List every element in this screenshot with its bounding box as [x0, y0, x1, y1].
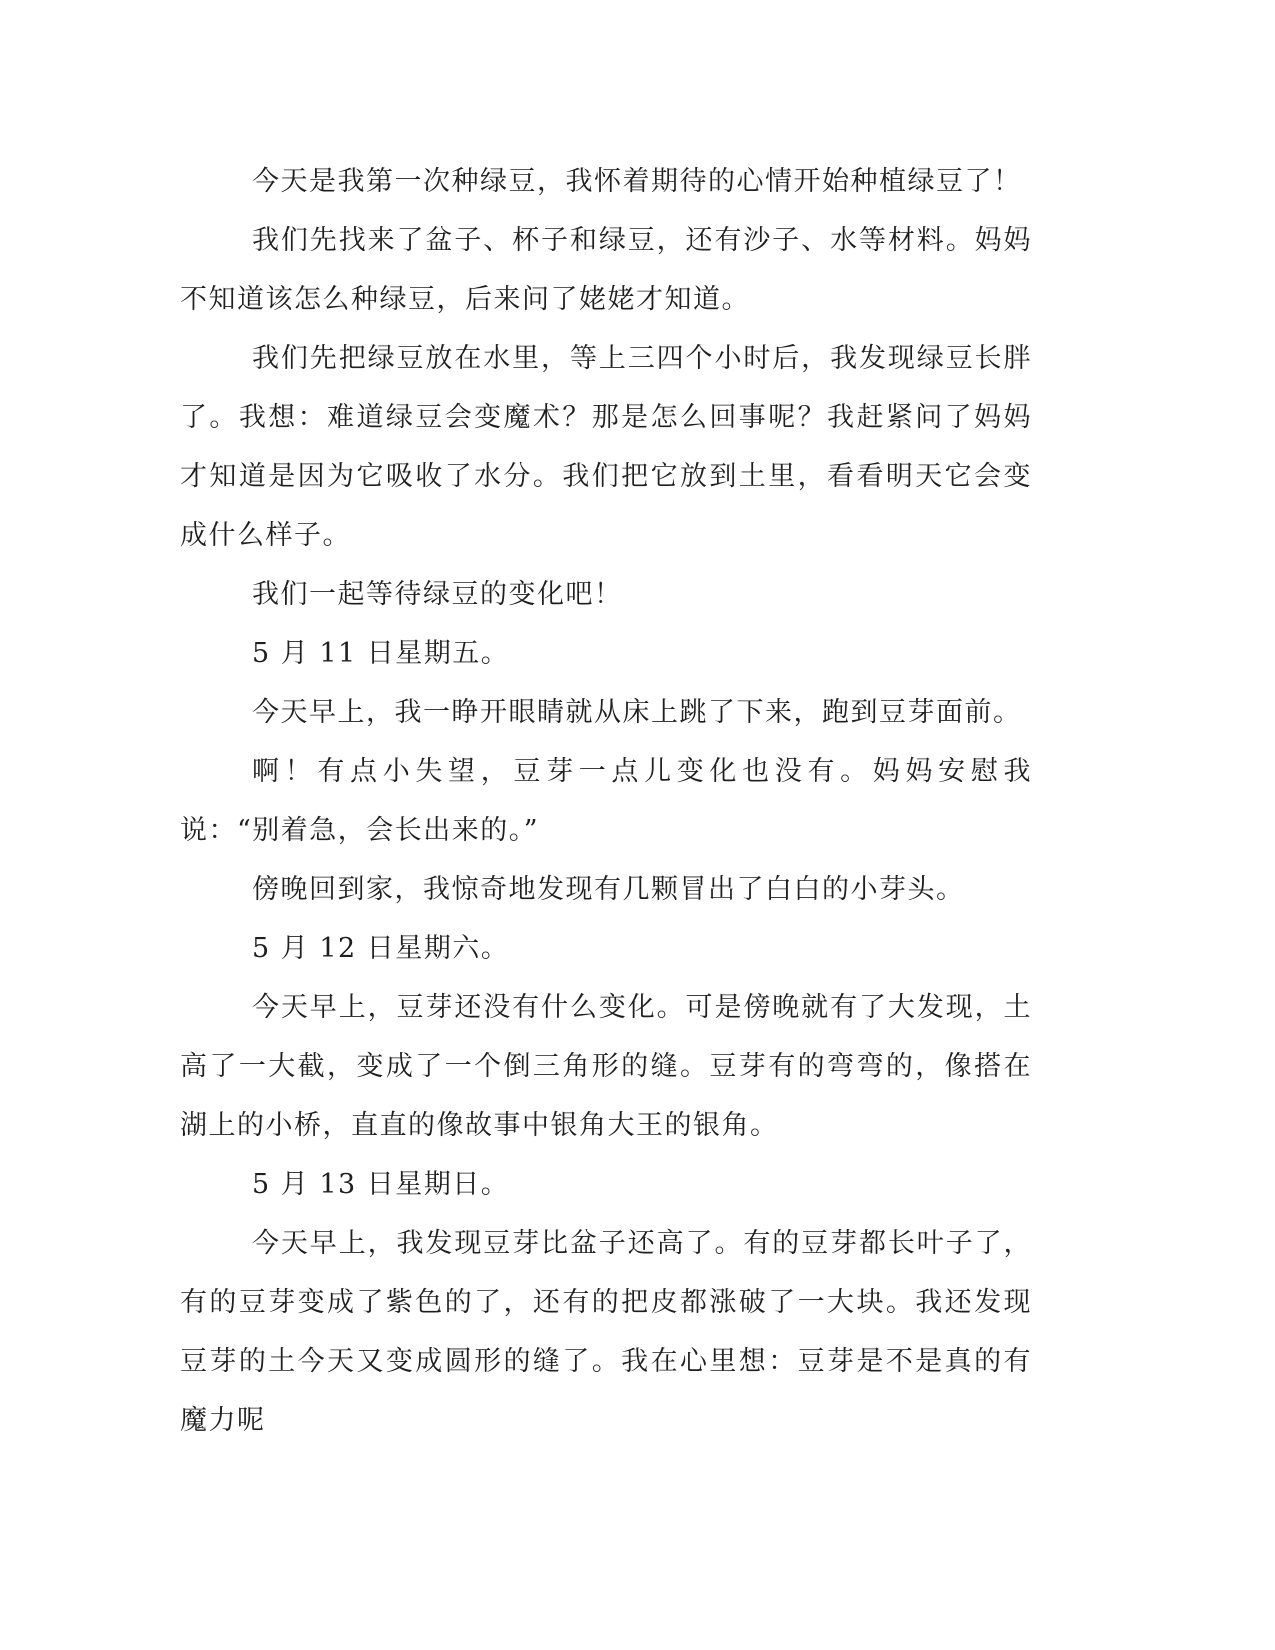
paragraph-evening-may-11: 傍晚回到家，我惊奇地发现有几颗冒出了白白的小芽头。: [252, 874, 965, 905]
paragraph-may-13: 今天早上，我发现豆芽比盆子还高了。有的豆芽都长叶子了，有的豆芽变成了紫色的了，还有的把皮都涨破了一大块。我还发现豆芽的土今天又变成圆形的缝了。我在心里想：豆芽是不是真的有魔力呢: [180, 1228, 1032, 1436]
paragraph-materials: 我们先找来了盆子、杯子和绿豆，还有沙子、水等材料。妈妈不知道该怎么种绿豆，后来问了姥姥才知道。: [180, 225, 1032, 315]
date-heading-may-12: 5 月 12 日星期六。: [252, 933, 510, 964]
paragraph-waiting: 我们一起等待绿豆的变化吧！: [252, 579, 623, 610]
date-heading-may-13: 5 月 13 日星期日。: [252, 1169, 510, 1200]
paragraph-morning-may-11: 今天早上，我一睁开眼睛就从床上跳了下来，跑到豆芽面前。: [252, 697, 1022, 728]
paragraph-may-12: 今天早上，豆芽还没有什么变化。可是傍晚就有了大发现，土高了一大截，变成了一个倒三角形的缝。豆芽有的弯弯的，像搭在湖上的小桥，直直的像故事中银角大王的银角。: [180, 992, 1032, 1141]
paragraph-soaking: 我们先把绿豆放在水里，等上三四个小时后，我发现绿豆长胖了。我想：难道绿豆会变魔术？那是怎么回事呢？我赶紧问了妈妈才知道是因为它吸收了水分。我们把它放到土里，看看明天它会变成什么样子。: [180, 343, 1032, 551]
date-heading-may-11: 5 月 11 日星期五。: [252, 638, 510, 669]
paragraph-intro: 今天是我第一次种绿豆，我怀着期待的心情开始种植绿豆了！: [252, 166, 1022, 197]
paragraph-disappointed: 啊！有点小失望，豆芽一点儿变化也没有。妈妈安慰我说：“别着急，会长出来的。”: [180, 756, 1032, 846]
document-body: [180, 152, 1032, 1450]
